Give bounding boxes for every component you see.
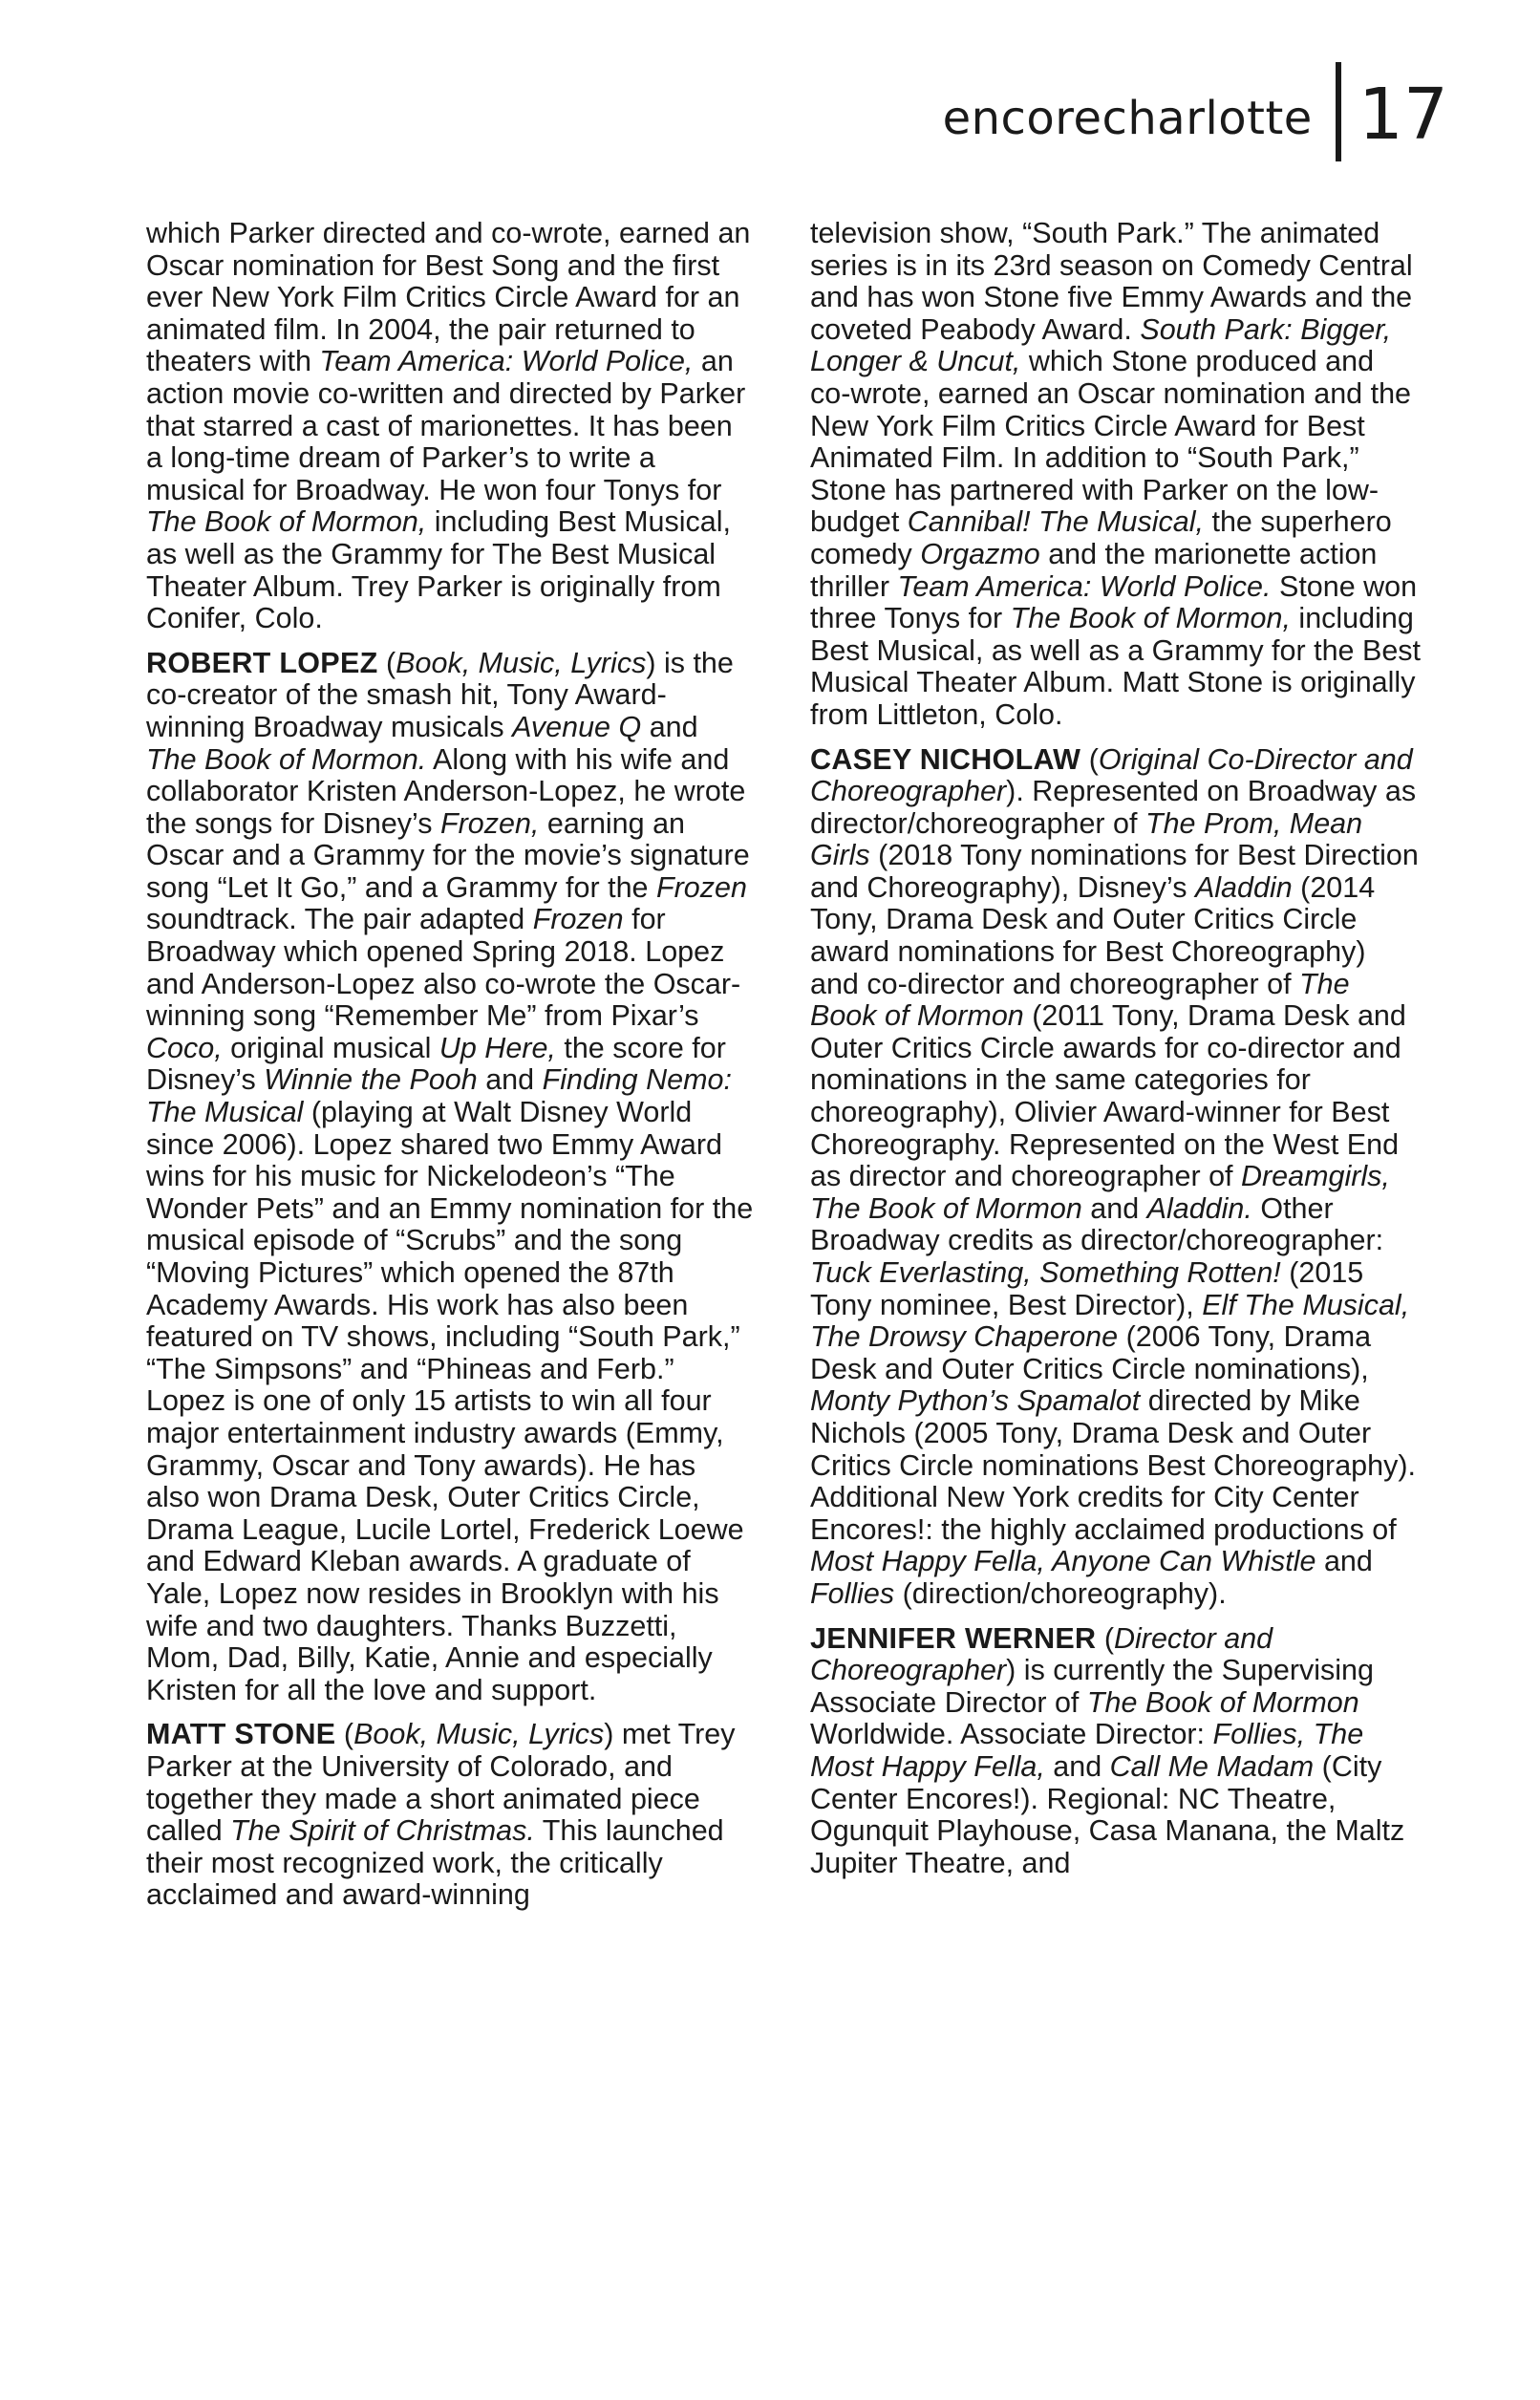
text-run: television show, “South Park.” The animated series is in its 23rd season on Comedy Central and has won Stone five Emmy Awards and the coveted Peabody Award. <box>810 217 1413 346</box>
text-run: and <box>641 710 698 743</box>
text-run: the superhero comedy <box>810 505 1392 570</box>
italic-title: Most Happy Fella, Anyone Can Whistle <box>810 1545 1316 1578</box>
publication-name: encorecharlotte <box>942 92 1313 145</box>
text-run: (2006 Tony, Drama Desk and Outer Critics Circle nominations), <box>810 1320 1372 1385</box>
italic-title: Coco, <box>146 1031 223 1064</box>
text-run: the score for Disney’s <box>146 1031 726 1097</box>
text-run: ( <box>1080 742 1099 776</box>
text-run: which Stone produced and co-wrote, earned an Oscar nomination and the New York Film Critics Circle Award for Best Animated Film. In addition to “South Park,” Stone has partnered with Parker on the low-budget <box>810 345 1412 539</box>
italic-title: The Book of Mormon <box>810 967 1350 1033</box>
bio-paragraph-matt-stone <box>146 1719 754 1912</box>
bio-paragraph-robert-lopez <box>146 648 754 1707</box>
italic-title: Aladdin. <box>1146 1191 1252 1225</box>
text-run: Other Broadway credits as director/choreographer: <box>810 1191 1384 1257</box>
italic-title: Call Me Madam <box>1109 1749 1315 1783</box>
text-run: ) is the co-creator of the smash hit, Tony Award-winning Broadway musicals <box>146 646 734 743</box>
italic-title: Frozen <box>655 870 747 904</box>
text-run: and <box>1081 1191 1147 1225</box>
text-run: an action movie co-written and directed by Parker that starred a cast of marionettes. It has been a long-time dream of Parker’s to write a musical for Broadway. He won four Tonys for <box>146 345 746 506</box>
text-run: directed by Mike Nichols (2005 Tony, Drama Desk and Outer Critics Circle nominations Best Choreography). Additional New York credits for City Center Encores!: the highly acclaimed productions of <box>810 1384 1416 1546</box>
italic-title: The Prom, Mean Girls <box>810 806 1363 872</box>
italic-title: Team America: World Police, <box>319 345 694 378</box>
text-run: for Broadway which opened Spring 2018. Lopez and Anderson-Lopez also co-wrote the Oscar-winning song “Remember Me” from Pixar’s <box>146 903 741 1033</box>
bio-name: MATT STONE <box>146 1718 336 1751</box>
text-run: ( <box>377 646 396 679</box>
italic-title: Frozen <box>532 903 624 936</box>
text-run: original musical <box>222 1031 439 1064</box>
text-run: Worldwide. Associate Director: <box>810 1718 1213 1751</box>
text-run: and <box>477 1063 543 1097</box>
text-run: (2015 Tony nominee, Best Director), <box>810 1256 1364 1321</box>
italic-title: Follies, The Most Happy Fella, <box>810 1718 1364 1783</box>
text-run: (direction/choreography). <box>894 1576 1227 1610</box>
bio-paragraph-matt-stone-continued <box>810 218 1422 732</box>
text-run: earning an Oscar and a Grammy for the movie’s signature song “Let It Go,” and a Grammy for the <box>146 806 750 904</box>
text-run: ). Represented on Broadway as director/choreographer of <box>810 775 1417 840</box>
right-column <box>810 218 1422 1892</box>
italic-title: Frozen, <box>439 806 540 840</box>
page-header <box>943 59 1448 164</box>
text-run: Stone won three Tonys for <box>810 569 1418 635</box>
italic-title: Team America: World Police. <box>897 569 1272 603</box>
bio-paragraph-casey-nicholaw <box>810 744 1422 1611</box>
italic-title: Aladdin <box>1194 870 1293 904</box>
italic-title: Dreamgirls, The Book of Mormon <box>810 1160 1390 1225</box>
italic-title: Book, Music, Lyrics <box>353 1718 605 1751</box>
page-number: 17 <box>1358 74 1448 156</box>
text-run: and <box>1044 1749 1110 1783</box>
text-run: which Parker directed and co-wrote, earned an Oscar nomination for Best Song and the first ever New York Film Critics Circle Award for an animated film. In 2004, the pair returned to theaters with <box>146 217 751 378</box>
text-run: including Best Musical, as well as a Grammy for the Best Musical Theater Album. Matt Stone is originally from Littleton, Colo. <box>810 602 1422 731</box>
text-run: ) met Trey Parker at the University of Colorado, and together they made a short animated piece called <box>146 1718 736 1848</box>
text-run: (2018 Tony nominations for Best Direction and Choreography), Disney’s <box>810 839 1419 904</box>
text-run: and the marionette action thriller <box>810 537 1378 603</box>
italic-title: The Book of Mormon. <box>146 742 427 776</box>
text-run: (City Center Encores!). Regional: NC Theatre, Ogunquit Playhouse, Casa Manana, the Maltz Jupiter Theatre, and <box>810 1749 1405 1879</box>
text-run: Along with his wife and collaborator Kristen Anderson-Lopez, he wrote the songs for Disney’s <box>146 742 746 840</box>
italic-title: Orgazmo <box>920 537 1040 570</box>
text-run: and <box>1315 1545 1373 1578</box>
text-run: ) is currently the Supervising Associate Director of <box>810 1654 1374 1719</box>
bio-name: JENNIFER WERNER <box>810 1621 1097 1655</box>
text-run: (2014 Tony, Drama Desk and Outer Critics Circle award nominations for Best Choreography) and co-director and choreographer of <box>810 870 1376 1000</box>
italic-title: Original Co-Director and Choreographer <box>810 742 1413 808</box>
italic-title: The Book of Mormon, <box>1010 602 1291 635</box>
italic-title: Tuck Everlasting, Something Rotten! <box>810 1256 1281 1289</box>
bio-paragraph-parker-continued <box>146 218 754 635</box>
italic-title: Up Here, <box>438 1031 556 1064</box>
italic-title: Avenue Q <box>512 710 642 743</box>
text-run: including Best Musical, as well as the Grammy for The Best Musical Theater Album. Trey Parker is originally from Conifer, Colo. <box>146 505 731 635</box>
bio-name: ROBERT LOPEZ <box>146 646 378 679</box>
italic-title: Book, Music, Lyrics <box>396 646 647 679</box>
italic-title: The Book of Mormon, <box>146 505 427 539</box>
header-divider <box>1336 62 1341 161</box>
italic-title: Director and Choreographer <box>810 1621 1273 1687</box>
text-run: (playing at Walt Disney World since 2006). Lopez shared two Emmy Award wins for his music for Nickelodeon’s “The Wonder Pets” and an Emmy nomination for the musical episode of “Scrubs” and the song “Moving Pictures” which opened the 87th Academy Awards. His work has also been featured on TV shows, including “South Park,” “The Simpsons” and “Phineas and Ferb.” Lopez is one of only 15 artists to win all four major entertainment industry awards (Emmy, Grammy, Oscar and Tony awards). He has also won Drama Desk, Outer Critics Circle, Drama League, Lucile Lortel, Frederick Loewe and Edward Kleban awards. A graduate of Yale, Lopez now resides in Brooklyn with his wife and two daughters. Thanks Buzzetti, Mom, Dad, Billy, Katie, Annie and especially Kristen for all the love and support. <box>146 1096 754 1706</box>
text-run: ( <box>1096 1621 1114 1655</box>
left-column <box>146 218 754 1924</box>
bio-paragraph-jennifer-werner <box>810 1623 1422 1880</box>
text-run: ( <box>335 1718 354 1751</box>
bio-name: CASEY NICHOLAW <box>810 742 1081 776</box>
text-run: This launched their most recognized work, the critically acclaimed and award-winning <box>146 1814 724 1912</box>
italic-title: Follies <box>810 1576 895 1610</box>
italic-title: Cannibal! The Musical, <box>907 505 1204 539</box>
italic-title: South Park: Bigger, Longer & Uncut, <box>810 312 1392 378</box>
italic-title: Elf The Musical, The Drowsy Chaperone <box>810 1288 1410 1354</box>
text-run: soundtrack. The pair adapted <box>146 903 533 936</box>
italic-title: Winnie the Pooh <box>264 1063 478 1097</box>
italic-title: The Book of Mormon <box>1086 1685 1359 1719</box>
italic-title: Finding Nemo: The Musical <box>146 1063 732 1129</box>
italic-title: Monty Python’s Spamalot <box>810 1384 1141 1418</box>
text-run: (2011 Tony, Drama Desk and Outer Critics Circle awards for co-director and nominations in the same categories for choreography), Olivier Award-winner for Best Choreography. Represented on the West End as director and choreographer of <box>810 999 1406 1193</box>
italic-title: The Spirit of Christmas. <box>230 1814 535 1848</box>
